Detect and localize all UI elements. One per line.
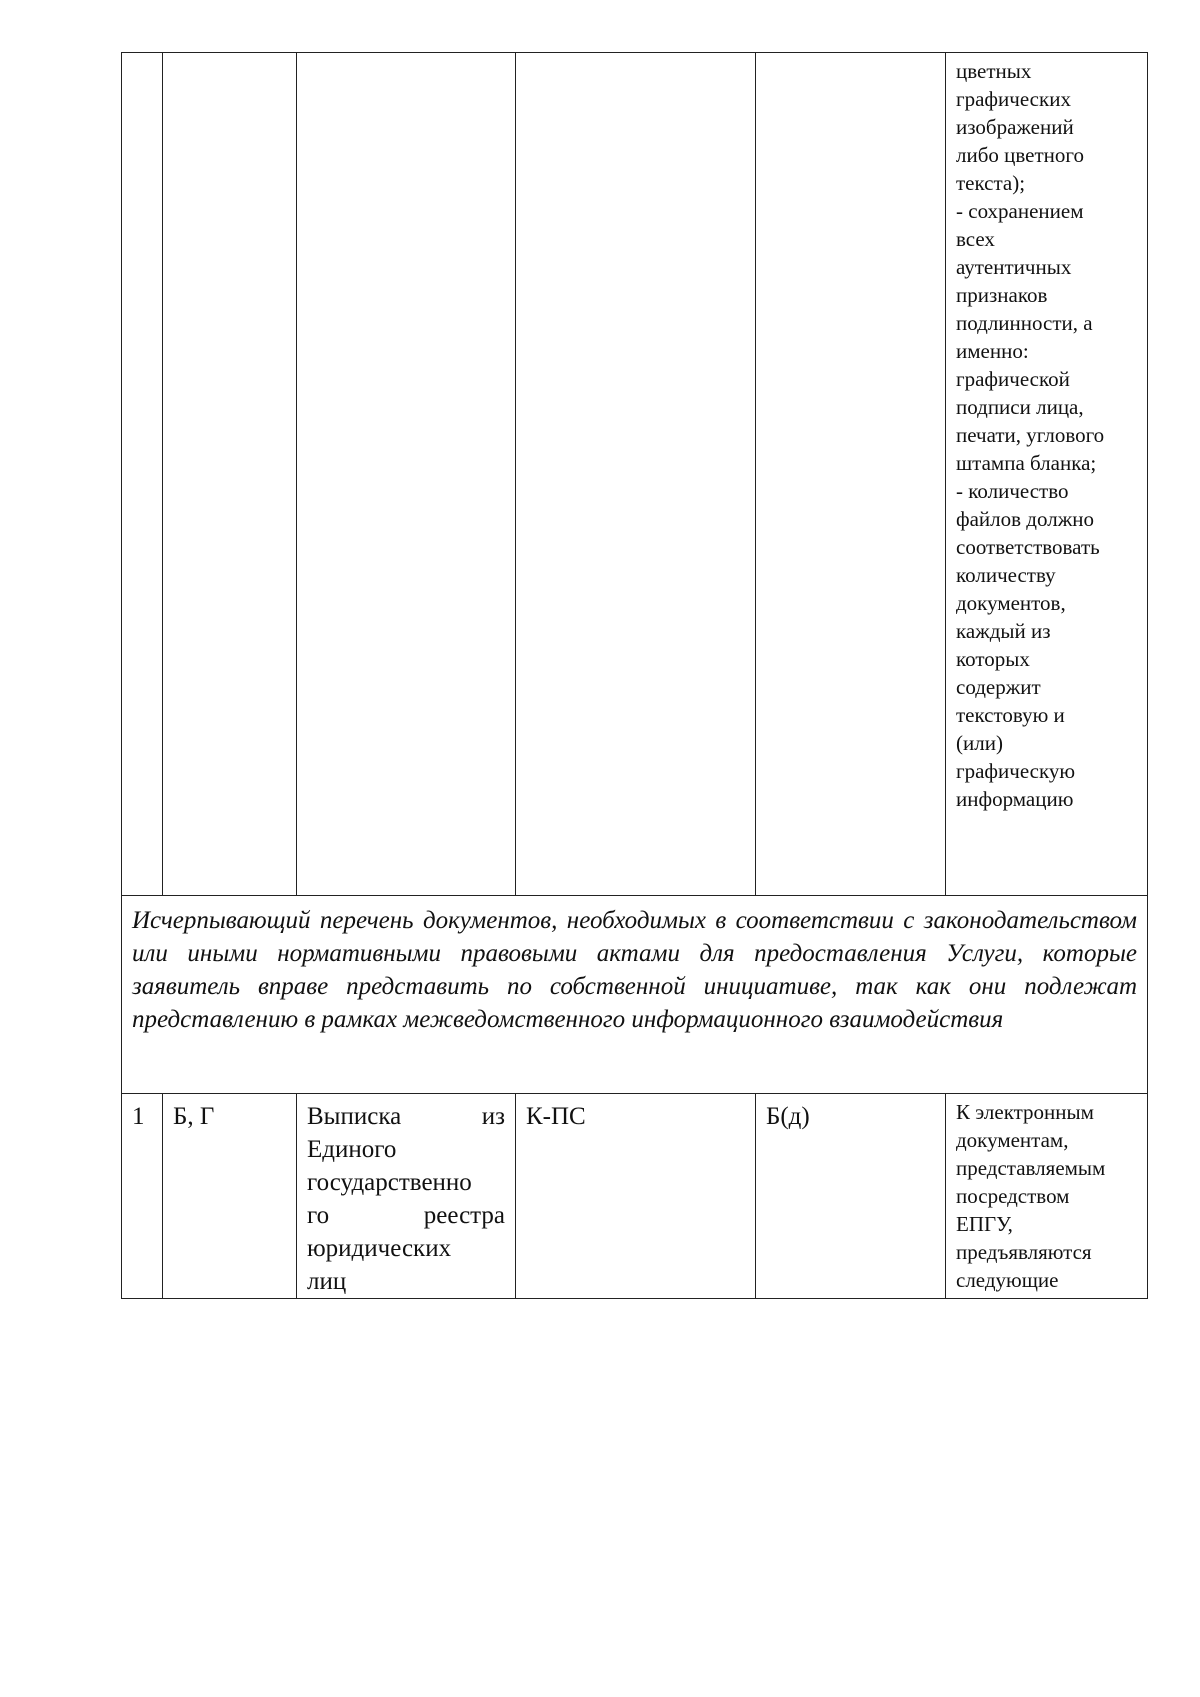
- table-row: [122, 1094, 1148, 1299]
- requirements-line: признаков: [956, 283, 1048, 307]
- requirements-line: - сохранением: [956, 199, 1084, 223]
- section-heading-cell: [122, 896, 1148, 1094]
- cell-requirements: [946, 1094, 1148, 1299]
- section-heading: Исчерпывающий перечень документов, необходимых в соответствии с законодательством или иными нормативными правовыми актами для предоставления Услуги, которые заявитель вправе представить по собственной инициативе, так как они подлежат представлению в рамках межведомственного информационного взаимодействия: [132, 907, 1137, 1033]
- document-name-word: юридических: [307, 1235, 452, 1262]
- requirements-line: - количество: [956, 479, 1069, 503]
- table-row-section-heading: [122, 896, 1148, 1094]
- requirements-line: именно:: [956, 339, 1029, 363]
- document-name-word: го: [307, 1202, 330, 1229]
- requirements-line: представляемым: [956, 1156, 1106, 1180]
- requirements-line: текста);: [956, 171, 1026, 195]
- cell-codes: [163, 53, 297, 896]
- cell-requirements: [946, 53, 1148, 896]
- requirements-line: информацию: [956, 787, 1074, 811]
- requirements-line: печати, углового: [956, 423, 1105, 447]
- requirements-line: либо цветного: [956, 143, 1085, 167]
- cell-form: [516, 53, 756, 896]
- submission-form: К-ПС: [526, 1103, 586, 1130]
- requirements-line: содержит: [956, 675, 1041, 699]
- requirements-line: документам,: [956, 1128, 1069, 1152]
- requirements-text: [946, 53, 1147, 813]
- document-name-word: Выписка: [307, 1103, 402, 1130]
- document-name-word: реестра: [423, 1202, 505, 1229]
- requirements-line: ЕПГУ,: [956, 1212, 1013, 1236]
- requirements-line: аутентичных: [956, 255, 1072, 279]
- requirements-line: файлов должно: [956, 507, 1094, 531]
- requirements-text: [946, 1094, 1147, 1294]
- requirements-line: графической: [956, 367, 1070, 391]
- requirements-line: предъявляются: [956, 1240, 1092, 1264]
- requirements-line: посредством: [956, 1184, 1070, 1208]
- requirements-line: (или): [956, 731, 1003, 755]
- requirements-line: всех: [956, 227, 995, 251]
- document-name: [297, 1094, 515, 1298]
- cell-codes: [163, 1094, 297, 1299]
- documents-table: [121, 52, 1148, 1299]
- table-row-continuation: [122, 53, 1148, 896]
- cell-category: [756, 1094, 946, 1299]
- document-name-word: из: [481, 1103, 505, 1130]
- document-category: Б(д): [766, 1103, 810, 1130]
- requirements-line: каждый из: [956, 619, 1051, 643]
- requirements-line: штампа бланка;: [956, 451, 1097, 475]
- cell-form: [516, 1094, 756, 1299]
- requirements-line: количеству: [956, 563, 1056, 587]
- requirements-line: подписи лица,: [956, 395, 1084, 419]
- requirements-line: К электронным: [956, 1100, 1094, 1124]
- requirements-line: документов,: [956, 591, 1066, 615]
- requirements-line: следующие: [956, 1268, 1059, 1292]
- row-number: 1: [132, 1103, 145, 1130]
- cell-category: [756, 53, 946, 896]
- requirements-line: которых: [956, 647, 1030, 671]
- requirements-line: графическую: [956, 759, 1076, 783]
- document-name-word: лиц: [307, 1268, 347, 1295]
- requirements-line: подлинности, а: [956, 311, 1093, 335]
- requirements-line: цветных: [956, 59, 1032, 83]
- requirements-line: графических: [956, 87, 1071, 111]
- requirements-line: текстовую и: [956, 703, 1065, 727]
- document-name-word: государственно: [307, 1169, 472, 1196]
- cell-number: [122, 1094, 163, 1299]
- cell-number: [122, 53, 163, 896]
- cell-document-name: [297, 1094, 516, 1299]
- requirements-line: изображений: [956, 115, 1074, 139]
- document-name-word: Единого: [307, 1136, 397, 1163]
- applicant-codes: Б, Г: [173, 1103, 215, 1130]
- cell-document-name: [297, 53, 516, 896]
- requirements-line: соответствовать: [956, 535, 1100, 559]
- document-page: [121, 52, 1147, 1299]
